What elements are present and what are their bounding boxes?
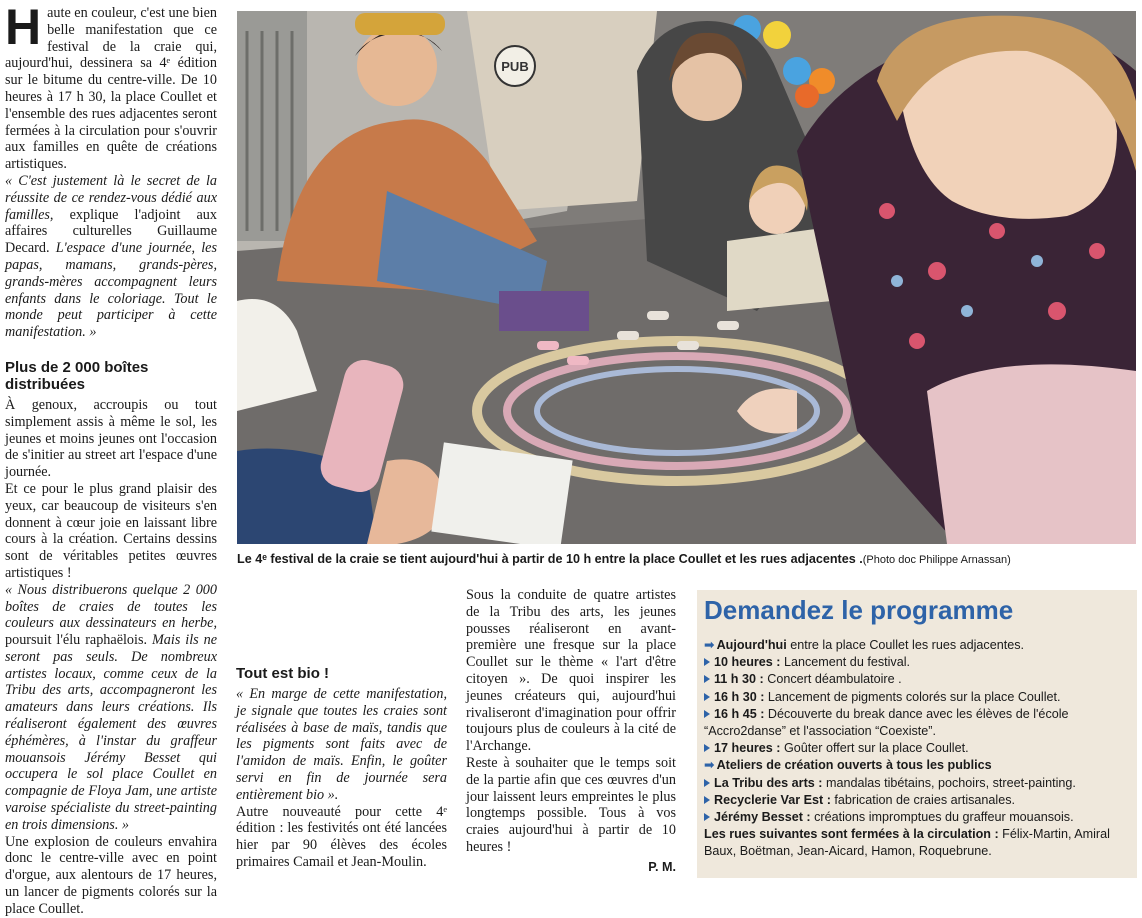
subhead-bio: Tout est bio ! [236,665,330,682]
caption-text: Le 4ᵉ festival de la craie se tient aujourd'hui à partir de 10 h entre la place Coullet et les rues adjacentes . [237,552,863,566]
para-genoux: À genoux, accroupis ou tout simplement assis à même le sol, les jeunes et moins jeunes ont l'occasion de s'initier au street art l'espace d'une journée. [5,396,217,481]
photo-caption [237,551,1137,568]
para-explosion: Une explosion de couleurs envahira donc le centre-ville avec en point d'orgue, aux alentours de 17 heures, un lancer de pigments colorés sur la place Coullet. [5,833,217,917]
triangle-bullet-icon [704,710,710,718]
triangle-bullet-icon [704,658,710,666]
article-column-1 [5,0,218,918]
program-item: 11 h 30 : Concert déambulatoire . [704,671,1132,688]
drop-cap: H [5,0,42,55]
program-item: 16 h 45 : Découverte du break dance avec les élèves de l'école “Accro2danse” et l'association “Coexiste”. [704,706,1069,739]
program-title: Demandez le programme [704,595,1014,625]
triangle-bullet-icon [704,779,710,787]
triangle-bullet-icon [704,796,710,804]
para-nouveaute: Autre nouveauté pour cette 4ᵉ édition : les festivités ont été lancées hier par 90 élèves des écoles primaires Camail et Jean-Moulin. [236,803,447,870]
triangle-bullet-icon [704,744,710,752]
quote1-continued: L'espace d'une journée, les papas, mamans, grands-pères, grands-mères accompagnent leurs enfants dans le coloriage. Tout le monde peut participer à cette manifestation. » [5,240,217,341]
program-item: 10 heures : Lancement du festival. [704,654,1132,671]
program-item: Les rues suivantes sont fermées à la circulation : Félix-Martin, Amiral Baux, Boëtman, Jean-Aicard, Hamon, Roquebrune. [704,827,1110,859]
quote-decard [5,173,217,341]
triangle-bullet-icon [704,693,710,701]
program-item: 16 h 30 : Lancement de pigments colorés sur la place Coullet. [704,689,1132,706]
photo-credit: (Photo doc Philippe Arnassan) [862,554,1011,566]
quote-elu [5,582,217,834]
article-column-2 [236,587,447,871]
photo-illustration [237,11,1136,544]
program-item: La Tribu des arts : mandalas tibétains, pochoirs, street-painting. [704,775,1132,792]
para-plaisir: Et ce pour le plus grand plaisir des yeux, car beaucoup de visiteurs s'en donnent à cœur joie en laissant libre cours à la création. Certains dessins sont de véritables petites œuvres artistiques ! [5,480,217,581]
quote1-attribution: explique l'adjoint aux affaires culturelles Guillaume Decard. [5,206,217,257]
program-item: Jérémy Besset : créations impromptues du graffeur mouansois. [704,809,1132,826]
quote2-attribution: poursuit l'élu raphaëlois. [5,632,148,649]
shop-sign: PUB [501,59,529,74]
triangle-bullet-icon [704,813,710,821]
article-column-3 [466,587,676,856]
article-intro [5,0,217,173]
subhead-boites: Plus de 2 000 boîtes distribuées [5,358,149,393]
quote1-text: « C'est justement là le secret de la réussite de ce rendez-vous dédié aux familles, [5,172,217,223]
intro-text: aute en couleur, c'est une bien belle manifestation que ce festival de la craie qui, aujourd'hui, dessinera sa 4ᵉ édition sur le bitume du centre-ville. De 10 heures à 17 h 30, la place Coullet et l'ensemble des rues adjacentes seront fermées à la circulation pour s'ouvrir aux familles en quête de créations artistiques. [5,5,217,173]
arrow-icon: ➡ [704,758,715,773]
program-box [697,590,1137,878]
para-tribu: Sous la conduite de quatre artistes de la Tribu des arts, les jeunes pousses réaliseront en avant-première une fresque sur la place Coullet sur le thème « l'art d'être citoyen ». De quoi inspirer les jeunes créateurs qui, aujourd'hui rivaliseront d'imagination pour offrir toujours plus de couleurs à la cité de l'Archange. [466,587,676,755]
arrow-icon: ➡ [704,638,715,652]
program-item: 17 heures : Goûter offert sur la place Coullet. [704,740,1132,757]
program-item: ➡ Ateliers de création ouverts à tous les publics [704,758,992,773]
program-list [704,637,1132,861]
festival-photo [237,11,1136,544]
program-item: Recyclerie Var Est : fabrication de craies artisanales. [704,792,1132,809]
quote2-text: « Nous distribuerons quelque 2 000 boîtes de craies de toutes les couleurs aux dessinateurs en herbe, [5,581,217,632]
quote2-continued: Mais ils ne seront pas seuls. De nombreux artistes locaux, comme ceux de la Tribu des arts, accompagneront les amateurs dans leurs créations. Ils réaliseront également des œuvres éphémères, à l'instar du graffeur mouansois Jérémy Besset qui occupera le sol place Coullet en compagnie de Floya Jam, une artiste varoise spécialiste du street-painting en trois dimensions. » [5,632,218,833]
author-signature: P. M. [648,860,676,874]
quote-bio: « En marge de cette manifestation, je signale que toutes les craies sont réalisées à base de maïs, tandis que les pigments sont faits avec de l'amidon de maïs. Enfin, le goûter servi en fin de journée sera entièrement bio ». [236,686,447,803]
para-souhaiter: Reste à souhaiter que le temps soit de la partie afin que ces œuvres d'un jour laissent leurs empreintes le plus longtemps possible. Tous à vos craies aujourd'hui à partir de 10 heures ! [466,754,676,855]
program-item: ➡ Aujourd'hui entre la place Coullet les rues adjacentes. [704,638,1025,652]
triangle-bullet-icon [704,675,710,683]
col2-continuation-space [236,587,447,654]
